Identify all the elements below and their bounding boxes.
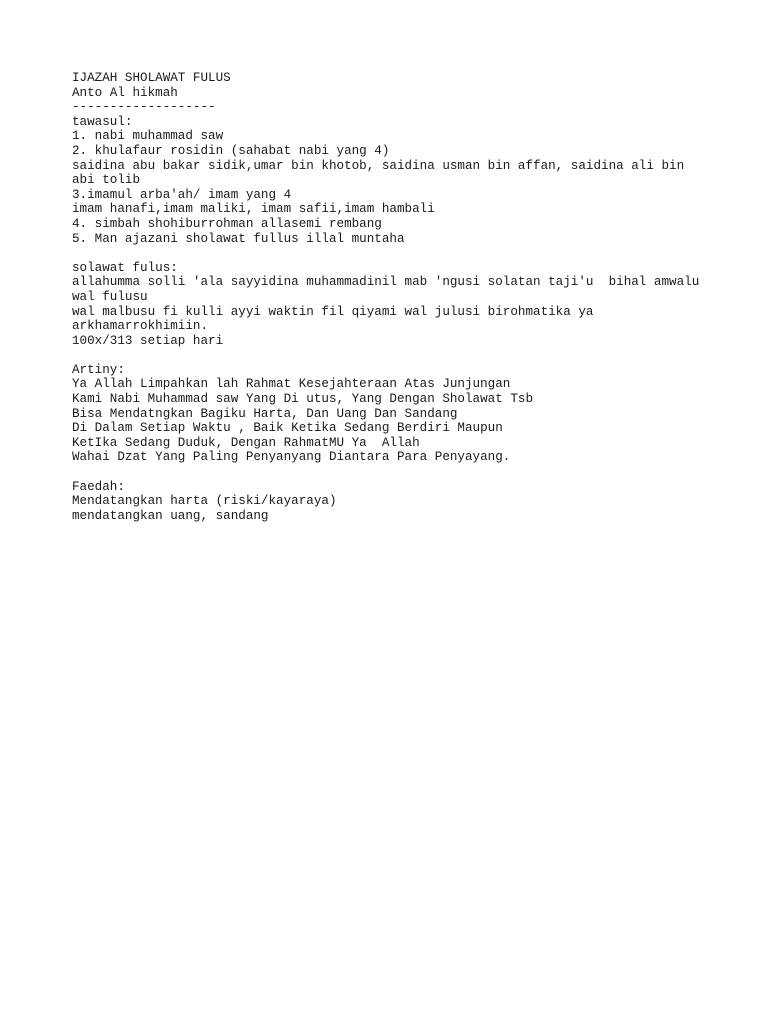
document-author: Anto Al hikmah (72, 85, 178, 100)
document-title: IJAZAH SHOLAWAT FULUS (72, 71, 231, 85)
text-line: 2. khulafaur rosidin (sahabat nabi yang 4) (72, 143, 390, 158)
section-heading-tawasul: tawasul: (72, 114, 133, 129)
text-line: Bisa Mendatngkan Bagiku Harta, Dan Uang Dan Sandang (72, 406, 458, 421)
blank-line (72, 348, 722, 363)
text-line: 1. nabi muhammad saw (72, 129, 224, 144)
text-line: wal fulusu (72, 289, 148, 304)
text-line: 3.imamul arba'ah/ imam yang 4 (72, 187, 292, 202)
section-heading-faedah: Faedah: (72, 479, 125, 494)
text-line: allahumma solli 'ala sayyidina muhammadinil mab 'ngusi solatan taji'u bihal amwalu (72, 275, 700, 290)
text-line: Di Dalam Setiap Waktu , Baik Ketika Sedang Berdiri Maupun (72, 421, 503, 436)
document-body (72, 71, 722, 523)
text-line: 5. Man ajazani sholawat fullus illal muntaha (72, 231, 405, 246)
text-line: imam hanafi,imam maliki, imam safii,imam hambali (72, 202, 435, 217)
text-line: Ya Allah Limpahkan lah Rahmat Kesejahteraan Atas Junjungan (72, 377, 511, 392)
text-line: 100x/313 setiap hari (72, 333, 224, 348)
blank-line (72, 246, 722, 261)
text-line: wal malbusu fi kulli ayyi waktin fil qiyami wal julusi birohmatika ya (72, 304, 594, 319)
text-line: 4. simbah shohiburrohman allasemi rembang (72, 216, 382, 231)
text-line: Mendatangkan harta (riski/kayaraya) (72, 494, 337, 509)
section-heading-artiny: Artiny: (72, 362, 125, 377)
separator-line: ------------------- (72, 100, 216, 115)
text-line: saidina abu bakar sidik,umar bin khotob, saidina usman bin affan, saidina ali bin (72, 158, 685, 173)
blank-line (72, 465, 722, 480)
section-heading-solawat: solawat fulus: (72, 260, 178, 275)
text-line: mendatangkan uang, sandang (72, 508, 269, 523)
text-line: arkhamarrokhimiin. (72, 319, 209, 334)
text-line: KetIka Sedang Duduk, Dengan RahmatMU Ya Allah (72, 435, 420, 450)
text-line: abi tolib (72, 173, 141, 188)
text-line: Kami Nabi Muhammad saw Yang Di utus, Yang Dengan Sholawat Tsb (72, 392, 534, 407)
text-line: Wahai Dzat Yang Paling Penyanyang Diantara Para Penyayang. (72, 450, 511, 465)
